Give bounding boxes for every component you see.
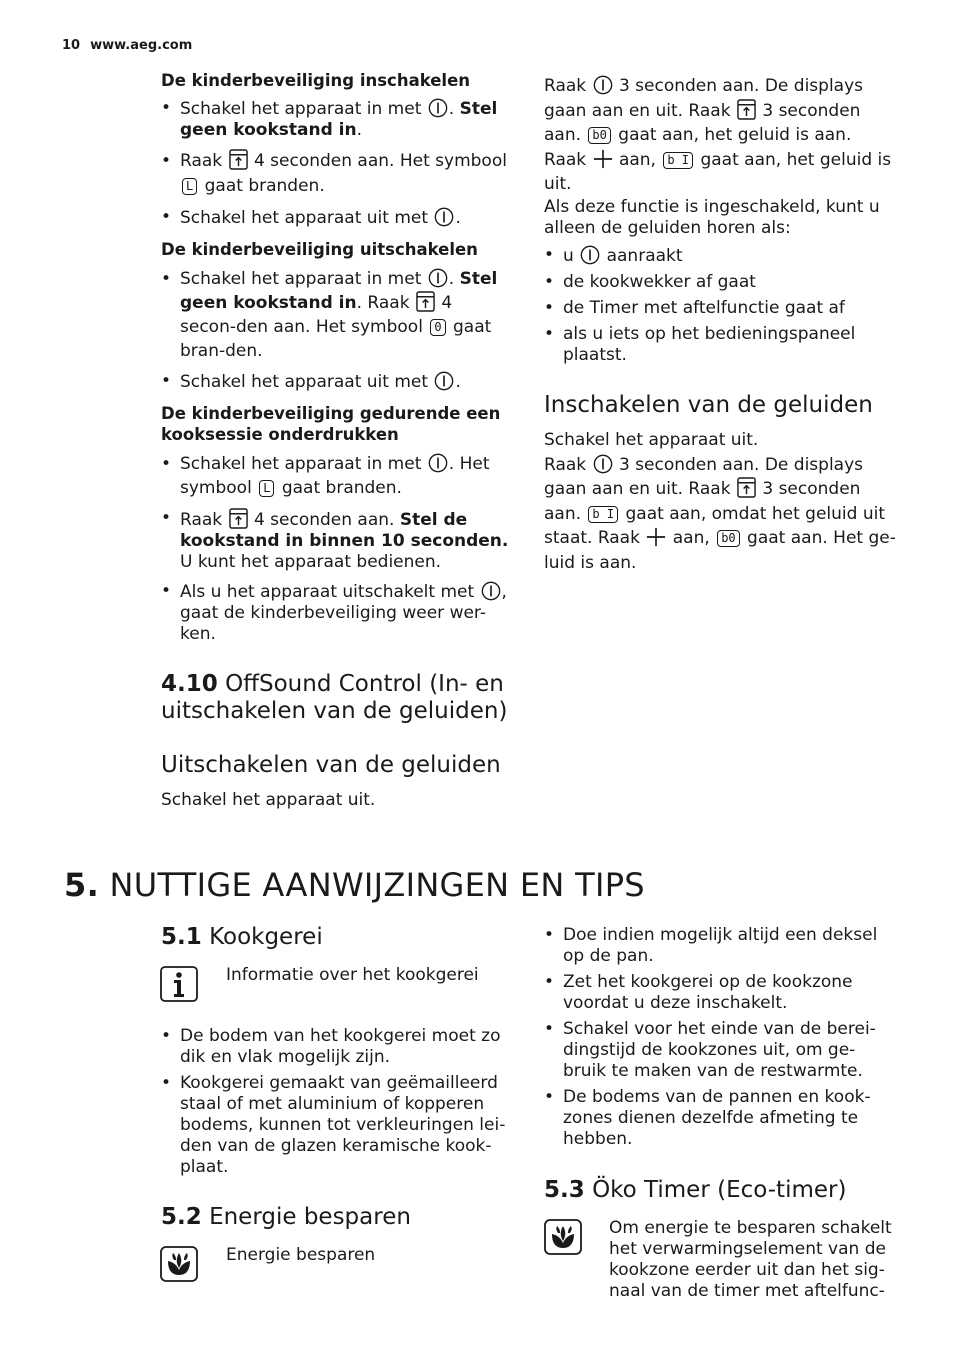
site-url: www.aeg.com (90, 38, 193, 53)
lock-key-icon (416, 291, 435, 312)
section-5-3-heading: 5.3 Öko Timer (Eco-timer) (544, 1177, 847, 1203)
info-text-energy: Energie besparen (226, 1245, 376, 1265)
section-5-2 (161, 1204, 513, 1231)
list-item: • Schakel het apparaat uit met . (161, 371, 513, 393)
list-item: • Doe indien mogelijk altijd een deksel op de pan. (544, 925, 896, 967)
power-icon (580, 245, 600, 265)
plus-icon (593, 149, 613, 169)
list-item: • Schakel het apparaat uit met . (161, 207, 513, 229)
eco-leaf-icon (544, 1219, 582, 1259)
section-5-3 (544, 1177, 896, 1204)
power-icon (434, 207, 454, 227)
list-item: • als u iets op het bedieningspaneel plaatst. (544, 324, 896, 366)
sound-on-text-1: Schakel het apparaat uit. (544, 429, 759, 450)
kb-off-list (161, 267, 513, 393)
info-icon (160, 966, 198, 1006)
power-icon (428, 98, 448, 118)
zero-symbol: 0 (430, 319, 445, 336)
power-icon (434, 371, 454, 391)
list-item: • Zet het kookgerei op de kookzone voordat u deze inschakelt. (544, 972, 896, 1014)
lock-symbol: L (182, 178, 197, 195)
plus-icon (646, 527, 666, 547)
sound-off-symbol: b I (588, 506, 618, 523)
lock-key-icon (737, 477, 756, 498)
kb-on-list (161, 98, 513, 229)
sound-off-symbol: b I (663, 152, 693, 169)
energy-tips-list (544, 925, 896, 1150)
page-number: 10 (62, 38, 81, 53)
right-column (544, 74, 896, 575)
power-icon (593, 454, 613, 474)
list-item: • de Timer met aftelfunctie gaat af (544, 298, 896, 319)
lock-key-icon (229, 508, 248, 529)
list-item: • Schakel het apparaat in met . Stel geen kookstand in. Raak 4 secon-den aan. Het symbool 0 gaat bran-den. (161, 267, 513, 363)
info-text-cookware: Informatie over het kookgerei (226, 965, 479, 985)
left-column (161, 70, 513, 811)
sound-on-symbol: b0 (588, 127, 610, 144)
power-icon (593, 75, 613, 95)
page-header (62, 38, 192, 53)
sound-off-note: Als deze functie is ingeschakeld, kunt u alleen de geluiden horen als: (544, 196, 880, 238)
kb-session-list (161, 452, 513, 645)
lock-symbol: L (259, 480, 274, 497)
chapter-5-heading: 5. NUTTIGE AANWIJZINGEN EN TIPS (64, 866, 645, 904)
kb-session-title: De kinderbeveiliging gedurende een kooksessie onderdrukken (161, 404, 501, 444)
sound-off-heading: Uitschakelen van de geluiden (161, 752, 501, 778)
eco-leaf-icon (160, 1246, 198, 1286)
list-item: • Schakel het apparaat in met . Stel geen kookstand in. (161, 98, 513, 141)
lock-key-icon (737, 99, 756, 120)
list-item: • u aanraakt (544, 245, 896, 267)
kb-on-title: De kinderbeveiliging inschakelen (161, 71, 471, 90)
sound-off-text: Schakel het apparaat uit. (161, 790, 376, 810)
section-5-1 (161, 924, 513, 951)
sound-on-heading: Inschakelen van de geluiden (544, 391, 873, 418)
sound-on-text-2: Raak 3 seconden aan. De displays gaan aan en uit. Raak 3 seconden aan. b I gaat aan, omdat het geluid uit staat. Raak aan, b0 gaat aan. Het ge-luid is aan. (544, 454, 896, 573)
section-4-10-heading: 4.10 OffSound Control (In- en uitschakelen van de geluiden) (161, 671, 508, 724)
list-item: • De bodem van het kookgerei moet zo dik en vlak mogelijk zijn. (161, 1026, 513, 1068)
cookware-list (161, 1026, 513, 1178)
list-item: • Raak 4 seconden aan. Stel de kookstand in binnen 10 seconden. U kunt het apparaat bedienen. (161, 508, 513, 573)
section-5-1-heading: 5.1 Kookgerei (161, 924, 323, 950)
section-5-2-heading: 5.2 Energie besparen (161, 1204, 411, 1230)
power-icon (428, 453, 448, 473)
list-item: • De bodems van de pannen en kook-zones dienen dezelfde afmeting te hebben. (544, 1087, 896, 1150)
power-icon (481, 581, 501, 601)
kb-off-title: De kinderbeveiliging uitschakelen (161, 240, 478, 259)
sound-conditions-list (544, 245, 896, 366)
list-item: • Als u het apparaat uitschakelt met , gaat de kinderbeveiliging weer wer-ken. (161, 581, 513, 645)
list-item: • de kookwekker af gaat (544, 272, 896, 293)
power-icon (428, 268, 448, 288)
list-item: • Kookgerei gemaakt van geëmailleerd staal of met aluminium of kopperen bodems, kunnen tot verkleuringen lei-den van de glazen keramische kook-plaat. (161, 1073, 513, 1178)
list-item: • Raak 4 seconden aan. Het symbool L gaat branden. (161, 149, 513, 199)
list-item: • Schakel voor het einde van de berei-dingstijd de kookzones uit, om ge-bruik te maken van de restwarmte. (544, 1019, 896, 1082)
sound-on-symbol: b0 (717, 530, 739, 547)
sound-off-continued: Raak 3 seconden aan. De displays gaan aan en uit. Raak 3 seconden aan. b0 gaat aan, het geluid is aan. Raak aan, b I gaat aan, het geluid is uit. (544, 76, 892, 194)
info-text-eco-timer: Om energie te besparen schakelt het verwarmingselement van de kookzone eerder uit dan het sig-naal van de timer met aftelfunc- (609, 1218, 892, 1301)
lock-key-icon (229, 149, 248, 170)
list-item: • Schakel het apparaat in met . Het symbool L gaat branden. (161, 452, 513, 500)
